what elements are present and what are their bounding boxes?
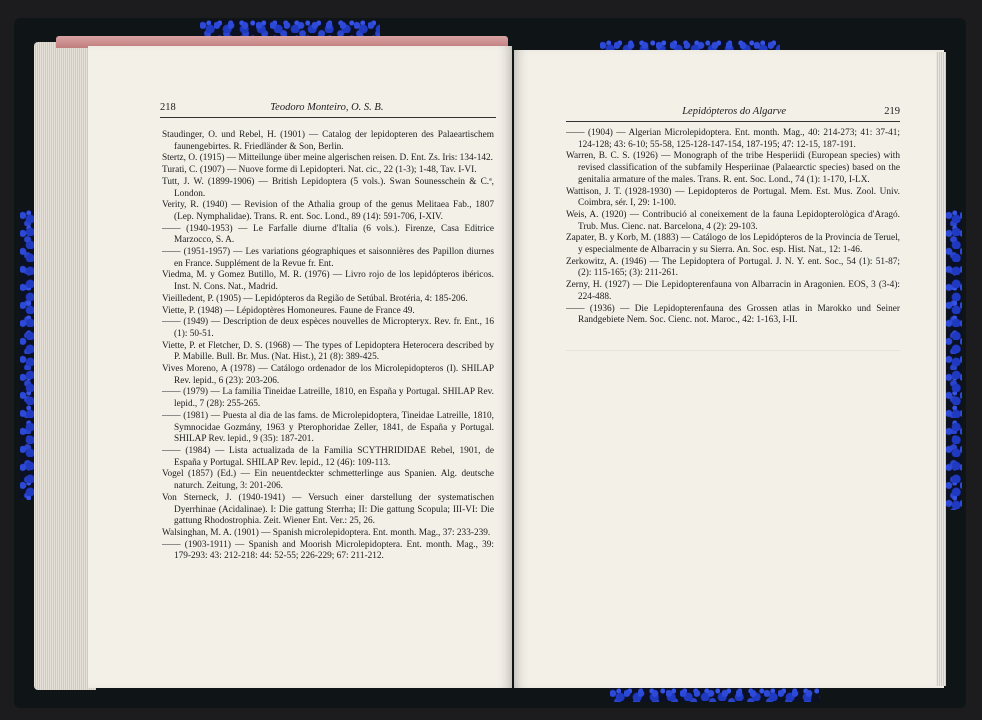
right-page-header bbox=[566, 106, 900, 117]
page-number: 218 bbox=[160, 102, 176, 113]
left-page-header bbox=[160, 102, 496, 113]
bibliography-entry: Viedma, M. y Gomez Butillo, M. R. (1976) — Livro rojo de los lepidópteros ibéricos. Inst. N. Cons. Nat., Madrid. bbox=[162, 270, 494, 293]
page-number: 219 bbox=[884, 106, 900, 117]
bibliography-entry: Vieilledent, P. (1905) — Lepidópteros da Região de Setúbal. Brotéria, 4: 185-206. bbox=[162, 293, 468, 304]
bibliography-entry: —— (1949) — Description de deux espèces nouvelles de Micropteryx. Rev. fr. Ent., 16 (1): 50-51. bbox=[162, 317, 494, 339]
bibliography-entry: —— (1981) — Puesta al dia de las fams. de Microlepidoptera, Tineidae Latreille, 1810, Symnocidae Gozmány, 1963 y Pterophoridae Zeller, 1841, de España y Portugal. SHILAP Rev. lepid., 9 (35): 187-201. bbox=[162, 410, 494, 445]
header-rule bbox=[566, 121, 900, 122]
bibliography-entry: Verity, R. (1940) — Revision of the Athalia group of the genus Melitaea Fab., 1807 (Lep. Nymphalidae). Trans. R. ent. Soc. Lond., 89 (14): 591-706, I-XIV. bbox=[162, 200, 494, 222]
show-through-text bbox=[566, 350, 900, 351]
bibliography-entry: Warren, B. C. S. (1926) — Monograph of the tribe Hesperiidi (European species) with revised classification of the subfamily Hesperiinae (Palaearctic species) based on the genitalia armature of the males. Trans. R. ent. Soc. Lond., 74 (1): 1-170, I-LX. bbox=[566, 151, 900, 185]
header-rule bbox=[160, 117, 496, 118]
bibliography-entry: —— (1979) — La familia Tineidae Latreille, 1810, en España y Portugal. SHILAP Rev. lepid., 7 (28): 255-265. bbox=[162, 387, 494, 410]
bibliography-entry: Vives Moreno, A (1978) — Catálogo ordenador de los Microlepidopteros (I). SHILAP Rev. lepid., 6 (23): 203-206. bbox=[162, 364, 494, 386]
bibliography-entry: —— (1940-1953) — Le Farfalle diurne d'Italia (6 vols.). Firenze, Casa Editrice Marzocco, S. A. bbox=[162, 223, 494, 246]
right-page bbox=[514, 50, 944, 688]
right-page-edge bbox=[936, 52, 946, 686]
bibliography-entry: —— (1903-1911) — Spanish and Moorish Microlepidoptera. Ent. month. Mag., 39: 179-293: 43: 212-218: 44: 52-55; 226-229; 67: 211-212. bbox=[162, 539, 494, 562]
bibliography-entry: Zapater, B. y Korb, M. (1883) — Catálogo de los Lepidópteros de la Provincia de Teruel, y especialmente de Albarracin y su Sierra. An. Soc. esp. Hist. Nat., 12: 1-46. bbox=[566, 233, 900, 256]
running-head: Lepidópteros do Algarve bbox=[682, 106, 787, 117]
bibliography-entry: —— (1936) — Die Lepidopterenfauna des Grossen atlas in Marokko und Seiner Randgebiete Nem. Soc. Cienc. not. Maroc., 42: 1-163, I-II. bbox=[566, 303, 900, 326]
bibliography-entry: Staudinger, O. und Rebel, H. (1901) — Catalog der lepidopteren des Palaeartischem faunengebirtes. R. Friedländer & Son, Berlin. bbox=[162, 130, 494, 152]
bibliography-entry: Turati, C. (1907) — Nuove forme di Lepidopteri. Nat. cic., 22 (1-3); 1-48, Tav. I-VI. bbox=[162, 165, 477, 176]
left-page bbox=[88, 46, 512, 688]
bibliography-entry: —— (1904) — Algerian Microlepidoptera. Ent. month. Mag., 40: 214-273; 41: 37-41; 124-128; 43: 6-10; 55-58, 125-128-147-154, 187-195; 47: 12-15, 187-191. bbox=[566, 128, 900, 150]
bibliography-entry: Weis, A. (1920) — Contribució al coneixement de la fauna Lepidopterològica d'Aragó. Trub. Mus. Cienc. nat. Barcelona, 4 (2): 29-103. bbox=[566, 209, 900, 232]
marbled-cover-right bbox=[946, 210, 962, 510]
marbled-cover-left bbox=[20, 210, 34, 500]
running-head: Teodoro Monteiro, O. S. B. bbox=[270, 102, 384, 113]
bibliography-entry: Viette, P. et Fletcher, D. S. (1968) — The types of Lepidoptera Heterocera described by P. Mabille. Bull. Br. Mus. (Nat. Hist.), 21 (8): 389-425. bbox=[162, 340, 494, 363]
bibliography-entry: Wattison, J. T. (1928-1930) — Lepidopteros de Portugal. Mem. Est. Mus. Zool. Univ. Coimbra, sér. I, 29: 1-100. bbox=[566, 186, 900, 209]
bibliography-entry: —— (1951-1957) — Les variations géographiques et saisonnières des Papillon diurnes en France. Supplément de la Revue fr. Ent. bbox=[162, 247, 494, 269]
page-block-edge bbox=[34, 42, 96, 690]
bibliography-entry: Zerny, H. (1927) — Die Lepidopterenfauna von Albarracin in Aragonien. EOS, 3 (3-4): 224-488. bbox=[566, 280, 900, 302]
bibliography-entry: Stertz, O. (1915) — Mitteilunge über meine algerischen reisen. D. Ent. Zs. Iris: 134-142. bbox=[162, 153, 493, 164]
bibliography-entry: Vogel (1857) (Ed.) — Ein neuentdeckter schmetterlinge aus Spanien. Alg. deutsche naturch. Zeitung, 3: 201-206. bbox=[162, 469, 494, 492]
marbled-cover-top-right bbox=[600, 40, 780, 50]
bibliography-entry: —— (1984) — Lista actualizada de la Familia SCYTHRIDIDAE Rebel, 1901, de España y Portugal. SHILAP Rev. lepid., 12 (46): 109-113. bbox=[162, 445, 494, 468]
bibliography-list bbox=[566, 128, 900, 327]
bibliography-entry: Zerkowitz, A. (1946) — The Lepidoptera of Portugal. J. N. Y. ent. Soc., 54 (1): 51-87; (2): 115-165; (3): 211-261. bbox=[566, 256, 900, 279]
bibliography-entry: Viette, P. (1948) — Lépidoptères Homoneures. Faune de France 49. bbox=[162, 305, 415, 316]
bibliography-entry: Tutt, J. W. (1899-1906) — British Lepidoptera (5 vols.). Swan Sounesschein & C.ª, London. bbox=[162, 176, 494, 199]
bibliography-entry: Walsinghan, M. A. (1901) — Spanish microlepidoptera. Ent. month. Mag., 37: 233-239. bbox=[162, 527, 491, 538]
bibliography-entry: Von Sterneck, J. (1940-1941) — Versuch einer darstellung der systematischen Dyerrhinae (Acidalinae). I: Die gattung Sterrha; II: Die gattung Scopula; III-VI: Die gattung Rhodostrophia. Zeit. Wiener Ent. Ver.: 25, 26. bbox=[162, 492, 494, 527]
bibliography-list bbox=[162, 130, 494, 563]
marbled-cover-bottom bbox=[610, 688, 820, 702]
